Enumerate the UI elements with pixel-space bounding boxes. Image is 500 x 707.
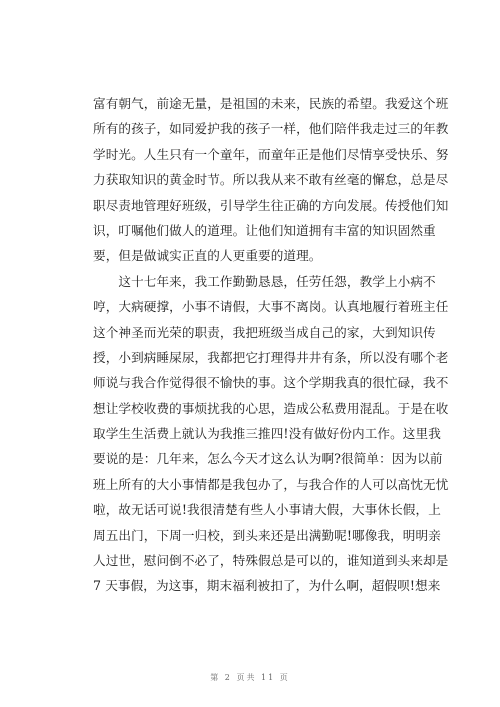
text-line: 哼，大病硬撑，小事不请假，大事不离岗。认真地履行着班主任 bbox=[93, 299, 449, 315]
text-line: 富有朝气，前途无量，是祖国的未来，民族的希望。我爱这个班 bbox=[93, 96, 449, 111]
text-line: 取学生生活费上就认为我推三推四!没有做好份内工作。这里我 bbox=[93, 426, 441, 442]
text-line: 7 天事假，为这事，期末福利被扣了，为什么啊，超假呗!想来 bbox=[93, 578, 441, 594]
text-line: 职尽责地管理好班级，引导学生往正确的方向发展。传授他们知 bbox=[93, 197, 449, 213]
page-number-footer: 第 2 页共 11 页 bbox=[210, 673, 290, 682]
text-line: 班上所有的大小事情都是我包办了，与我合作的人可以高忱无忧 bbox=[93, 476, 449, 492]
text-line: 想让学校收费的事烦扰我的心思，造成公私费用混乱。于是在收 bbox=[93, 400, 449, 416]
text-line: 要，但是做诚实正直的人更重要的道理。 bbox=[93, 248, 322, 264]
text-line: 学时光。人生只有一个童年，而童年正是他们尽情享受快乐、努 bbox=[93, 146, 449, 162]
text-line: 啦，故无话可说!我很清楚有些人小事请大假，大事休长假，上 bbox=[93, 502, 441, 518]
text-line: 这个神圣而光荣的职责，我把班级当成自己的家，大到知识传 bbox=[93, 324, 436, 340]
text-line: 这十七年来，我工作勤勤恳恳，任劳任怨，教学上小病不 bbox=[93, 273, 436, 289]
text-line: 识，叮嘱他们做人的道理。让他们知道拥有丰富的知识固然重 bbox=[93, 222, 436, 238]
text-line: 人过世，慰问倒不必了，特殊假总是可以的，谁知道到头来却是 bbox=[93, 553, 449, 569]
text-line: 力获取知识的黄金时节。所以我从来不敢有丝毫的懈怠，总是尽 bbox=[93, 172, 449, 188]
text-line: 授，小到病睡屎尿，我都把它打理得井井有条，所以没有哪个老 bbox=[93, 349, 449, 365]
body-text bbox=[93, 91, 449, 599]
text-line: 周五出门，下周一归校，到头来还是出满勤呢!哪像我，明明亲 bbox=[93, 527, 441, 543]
text-line: 要说的是：几年来，怎么今天才这么认为啊?很简单：因为以前 bbox=[93, 451, 443, 467]
text-line: 师说与我合作觉得很不愉快的事。这个学期我真的很忙碌，我不 bbox=[93, 375, 449, 391]
text-line: 所有的孩子，如同爱护我的孩子一样，他们陪伴我走过三的年教 bbox=[93, 121, 449, 137]
